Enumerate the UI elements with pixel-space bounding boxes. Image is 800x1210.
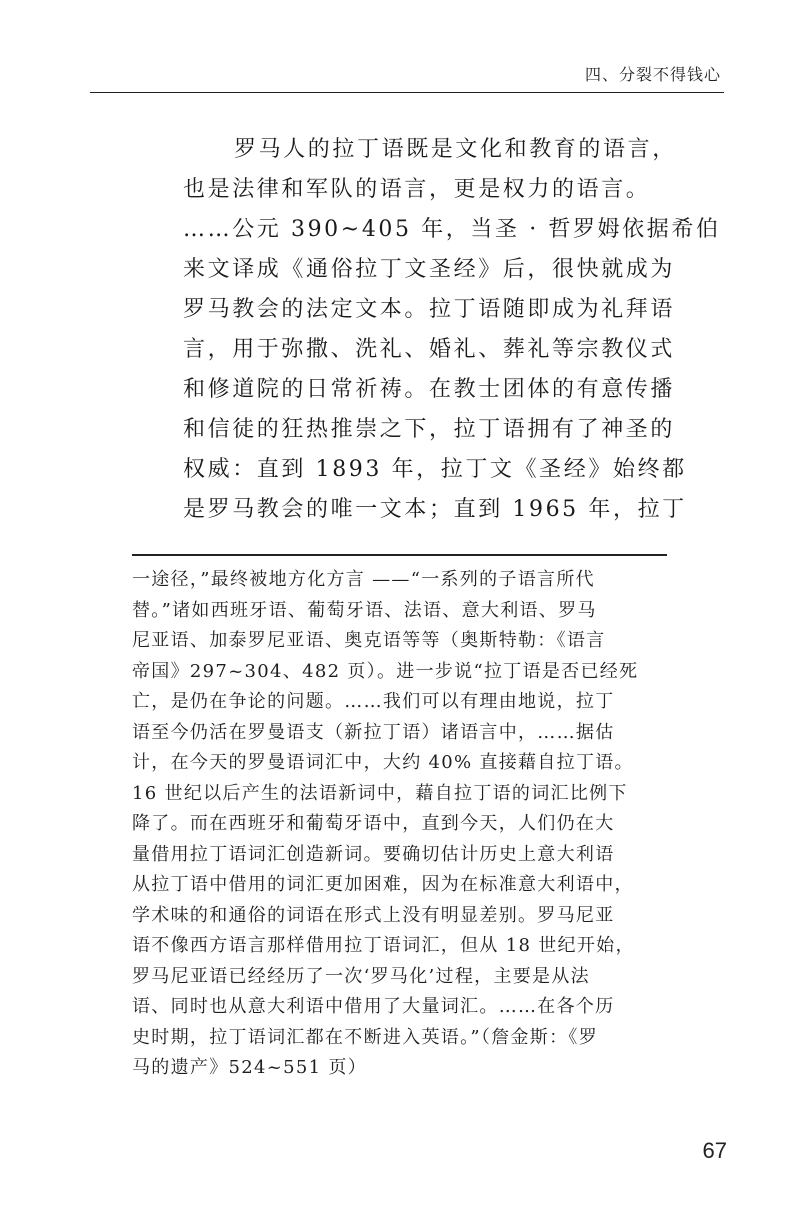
footnote-rule bbox=[132, 554, 667, 556]
quote-line: ……公元 390~405 年，当圣 · 哲罗姆依据希伯 bbox=[183, 217, 721, 242]
quote-line: 是罗马教会的唯一文本；直到 1965 年，拉丁 bbox=[183, 497, 687, 522]
footnote-line: 史时期，拉丁语词汇都在不断进入英语。”（詹金斯：《罗 bbox=[132, 1026, 598, 1048]
footnote-line: 学术味的和通俗的词语在形式上没有明显差别。罗马尼亚 bbox=[132, 904, 615, 926]
footnote-line: 一途径，”最终被地方化方言 ——“一系列的子语言所代 bbox=[132, 569, 595, 590]
footnote-line: 亡，是仍在争论的问题。……我们可以有理由地说，拉丁 bbox=[132, 691, 615, 712]
header-rule bbox=[90, 92, 724, 93]
footnote-line: 计，在今天的罗曼语词汇中，大约 40% 直接藉自拉丁语。 bbox=[132, 752, 634, 773]
footnote-line: 尼亚语、加泰罗尼亚语、奥克语等等（奥斯特勒：《语言 bbox=[132, 630, 606, 651]
block-quote bbox=[183, 130, 721, 530]
footnote-line: 降了。而在西班牙和葡萄牙语中，直到今天，人们仍在大 bbox=[132, 813, 615, 834]
footnote-line: 从拉丁语中借用的词汇更加困难，因为在标准意大利语中， bbox=[132, 874, 634, 895]
quote-line: 和信徒的狂热推崇之下，拉丁语拥有了神圣的 bbox=[183, 417, 676, 442]
quote-line: 罗马人的拉丁语既是文化和教育的语言， bbox=[234, 137, 677, 162]
footnote-line: 16 世纪以后产生的法语新词中，藉自拉丁语的词汇比例下 bbox=[132, 782, 628, 804]
quote-line: 和修道院的日常祈祷。在教士团体的有意传播 bbox=[183, 377, 676, 402]
quote-line: 言，用于弥撒、洗礼、婚礼、葬礼等宗教仪式 bbox=[183, 337, 676, 362]
footnote-line: 替。”诸如西班牙语、葡萄牙语、法语、意大利语、罗马 bbox=[132, 599, 597, 621]
page-number: 67 bbox=[702, 1138, 727, 1163]
quote-line: 权威：直到 1893 年，拉丁文《圣经》始终都 bbox=[183, 457, 687, 482]
footnote-line: 帝国》297~304、482 页）。进一步说“拉丁语是否已经死 bbox=[132, 660, 639, 682]
footnote bbox=[132, 565, 692, 1084]
quote-line: 也是法律和军队的语言，更是权力的语言。 bbox=[183, 177, 651, 202]
footnote-line: 罗马尼亚语已经经历了一次‘罗马化’过程，主要是从法 bbox=[132, 965, 590, 987]
quote-line: 来文译成《通俗拉丁文圣经》后，很快就成为 bbox=[183, 257, 676, 282]
running-head: 四、分裂不得钱心 bbox=[584, 65, 721, 84]
footnote-line: 量借用拉丁语词汇创造新词。要确切估计历史上意大利语 bbox=[132, 843, 615, 865]
footnote-line: 马的遗产》524~551 页） bbox=[132, 1057, 368, 1078]
quote-line: 罗马教会的法定文本。拉丁语随即成为礼拜语 bbox=[183, 297, 676, 322]
footnote-line: 语不像西方语言那样借用拉丁语词汇，但从 18 世纪开始， bbox=[132, 935, 635, 956]
footnote-line: 语、同时也从意大利语中借用了大量词汇。……在各个历 bbox=[132, 996, 615, 1017]
footnote-line: 语至今仍活在罗曼语支（新拉丁语）诸语言中，……据估 bbox=[132, 721, 615, 743]
